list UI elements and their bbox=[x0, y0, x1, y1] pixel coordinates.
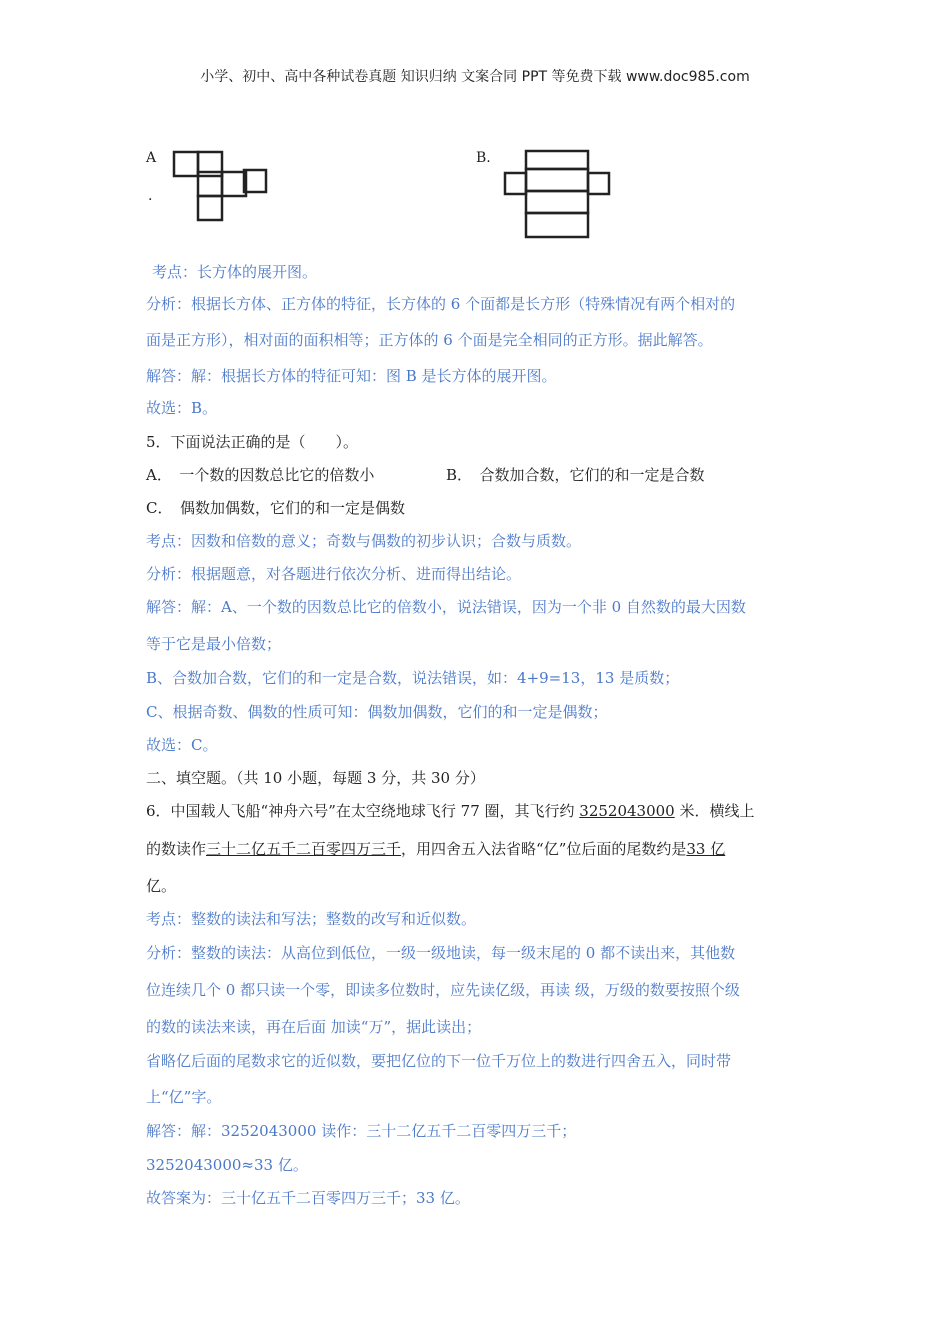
option-a-label: A bbox=[146, 150, 157, 166]
q6-stem-line-3: 亿。 bbox=[146, 877, 177, 895]
q5-kaodian: 考点：因数和倍数的意义；奇数与偶数的初步认识；合数与质数。 bbox=[146, 532, 582, 550]
q5-option-c: C． 偶数加偶数，它们的和一定是偶数 bbox=[146, 499, 405, 517]
q6-fenxi-4: 省略亿后面的尾数求它的近似数，要把亿位的下一位千万位上的数进行四舍五入，同时带 bbox=[146, 1052, 732, 1070]
q5-jieda-1: 解答：解：A、一个数的因数总比它的倍数小，说法错误，因为一个非 0 自然数的最大因数 bbox=[146, 598, 746, 616]
q6-jieda-1: 解答：解：3252043000 读作：三十二亿五千二百零四万三千； bbox=[146, 1122, 577, 1140]
q6-fenxi-1: 分析：整数的读法：从高位到低位，一级一级地读，每一级末尾的 0 都不读出来，其他数 bbox=[146, 944, 736, 962]
option-b-label: B. bbox=[476, 150, 491, 166]
net-a-square-1 bbox=[174, 152, 198, 176]
q6-stem-2b: ，用四舍五入法省略“亿”位后面的尾数约是 bbox=[401, 840, 687, 858]
q5-stem: 5．下面说法正确的是（ ）。 bbox=[146, 433, 359, 451]
page-header: 小学、初中、高中各种试卷真题 知识归纳 文案合同 PPT 等免费下载 www.doc985.com bbox=[200, 69, 750, 85]
q6-answer: 故答案为：三十亿五千二百零四万三千；33 亿。 bbox=[146, 1189, 470, 1207]
q5-fenxi: 分析：根据题意，对各题进行依次分析、进而得出结论。 bbox=[146, 565, 522, 583]
q5-option-a: A． 一个数的因数总比它的倍数小 bbox=[146, 466, 375, 484]
q4-fenxi-1: 分析：根据长方体、正方体的特征，长方体的 6 个面都是长方形（特殊情况有两个相对的 bbox=[146, 295, 736, 313]
net-a-square-4 bbox=[222, 172, 246, 196]
q5-jieda-4: C、根据奇数、偶数的性质可知：偶数加偶数，它们的和一定是偶数； bbox=[146, 703, 608, 721]
q6-stem-line-2 bbox=[146, 839, 725, 859]
net-b-rect-left bbox=[505, 173, 526, 194]
q5-jieda-2: 等于它是最小倍数； bbox=[146, 635, 282, 653]
q5-guxuan: 故选：C。 bbox=[146, 736, 218, 754]
q6-number: 3252043000 bbox=[579, 802, 675, 820]
q6-fenxi-3: 的数的读法来读，再在后面 加读“万”，据此读出； bbox=[146, 1018, 482, 1036]
q6-stem-1a: 6．中国载人飞船“神舟六号”在太空绕地球飞行 77 圈，其飞行约 bbox=[146, 802, 580, 820]
net-b-rect-lower bbox=[526, 191, 588, 213]
q5-jieda-3: B、合数加合数，它们的和一定是合数，说法错误，如：4+9=13，13 是质数； bbox=[146, 669, 680, 687]
q6-fenxi-5: 上“亿”字。 bbox=[146, 1088, 222, 1106]
q6-reading: 三十二亿五千二百零四万三千 bbox=[206, 840, 402, 858]
q6-fenxi-2: 位连续几个 0 都只读一个零，即读多位数时，应先读亿级，再读 级，万级的数要按照个级 bbox=[146, 981, 740, 999]
q6-kaodian: 考点：整数的读法和写法；整数的改写和近似数。 bbox=[146, 910, 477, 928]
net-a-square-5 bbox=[244, 170, 266, 192]
q6-stem-line-1 bbox=[146, 801, 755, 821]
net-b-rect-upper bbox=[526, 169, 588, 191]
q4-guxuan: 故选：B。 bbox=[146, 399, 218, 417]
net-b-rect-right bbox=[588, 173, 609, 194]
net-b-rect-top bbox=[526, 151, 588, 169]
option-a-dot: . bbox=[148, 188, 153, 204]
net-b-rect-bottom bbox=[526, 213, 588, 237]
net-a-square-6 bbox=[198, 196, 222, 220]
q4-jieda: 解答：解：根据长方体的特征可知：图 B 是长方体的展开图。 bbox=[146, 367, 557, 385]
q6-stem-2a: 的数读作 bbox=[146, 840, 207, 858]
net-figure-b bbox=[502, 148, 614, 240]
q6-approx: 33 亿 bbox=[686, 840, 726, 858]
q6-jieda-2: 3252043000≈33 亿。 bbox=[146, 1156, 308, 1174]
q4-fenxi-2: 面是正方形），相对面的面积相等；正方体的 6 个面是完全相同的正方形。据此解答。 bbox=[146, 331, 713, 349]
q6-stem-1b: 米．横线上 bbox=[674, 802, 755, 820]
net-figure-a bbox=[170, 148, 270, 224]
section-heading: 二、填空题。（共 10 小题，每题 3 分，共 30 分） bbox=[146, 769, 485, 787]
q5-option-b: B． 合数加合数，它们的和一定是合数 bbox=[446, 466, 705, 484]
q4-kaodian: 考点：长方体的展开图。 bbox=[152, 263, 318, 281]
